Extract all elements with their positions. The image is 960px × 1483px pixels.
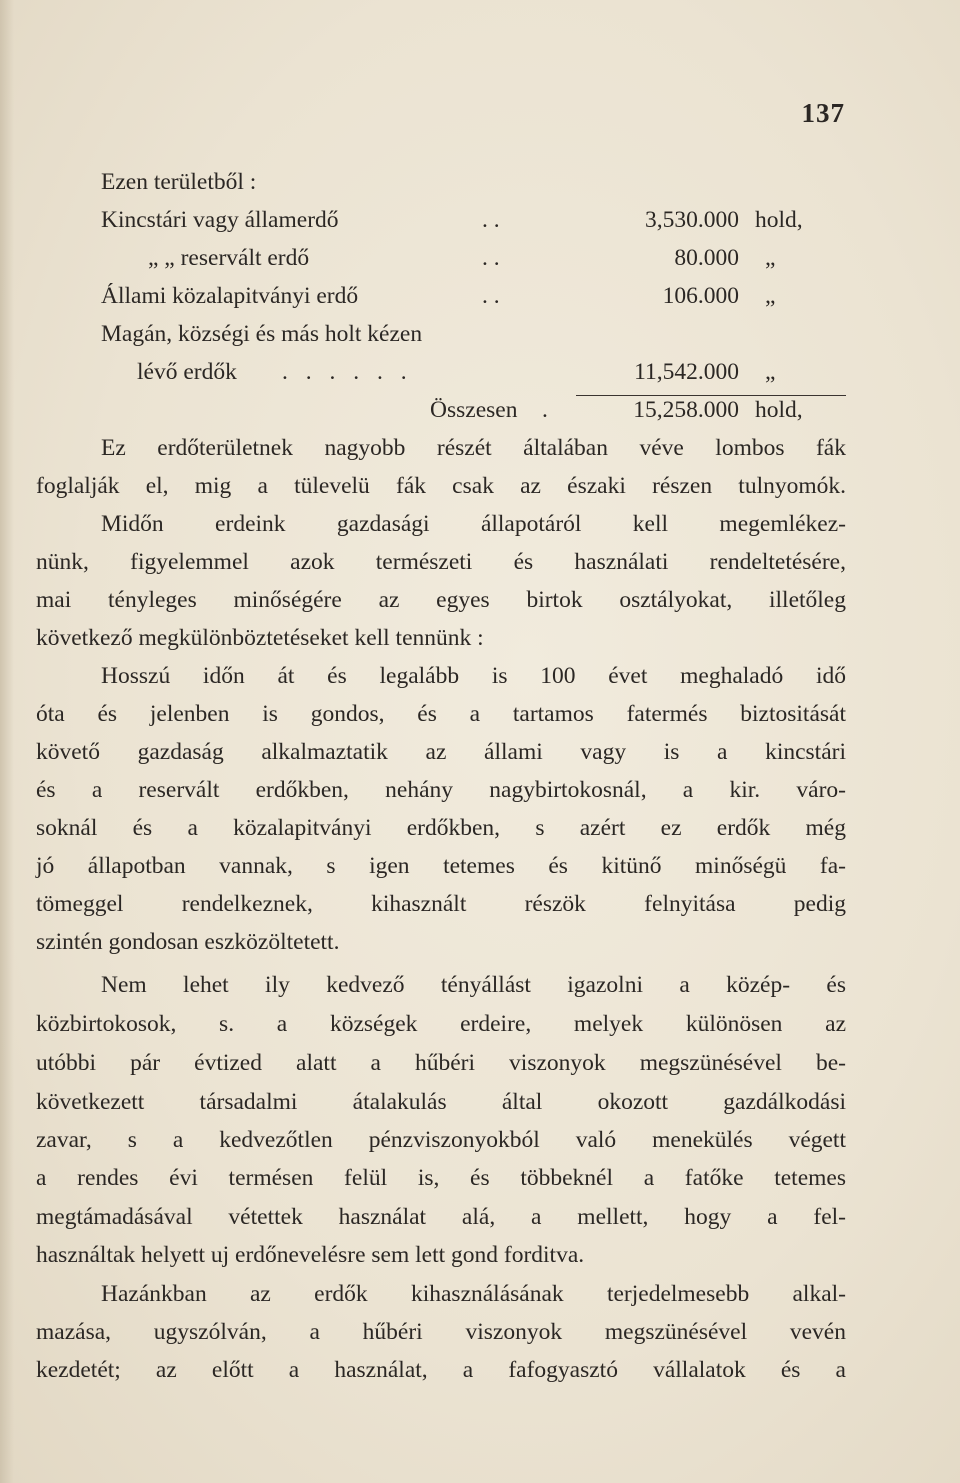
page-number: 137: [801, 98, 845, 128]
text-line: követő gazdaság alkalmaztatik az állami vagy is a kincstári: [36, 739, 846, 765]
row-dots: . .: [482, 207, 500, 233]
total-dots: .: [542, 397, 548, 423]
table-row: [0, 201, 960, 239]
row-unit: „: [765, 283, 776, 309]
heading-text: Ezen területből :: [101, 169, 257, 195]
text-line: utóbbi pár évtized alatt a hűbéri viszonyok megszünésével be-: [36, 1050, 846, 1076]
total-unit: hold,: [755, 397, 803, 423]
row-value: 11,542.000: [634, 359, 739, 385]
text-line: Midőn erdeink gazdasági állapotáról kell megemlékez-: [101, 511, 846, 537]
text-line: szintén gondosan eszközöltetett.: [36, 929, 340, 955]
row-value: 80.000: [674, 245, 739, 271]
row-label: „ „ reservált erdő: [148, 245, 310, 271]
section-heading: [0, 163, 960, 201]
table-row: [0, 277, 960, 315]
row-unit: „: [765, 245, 776, 271]
text-line: óta és jelenben is gondos, és a tartamos fatermés biztositását: [36, 701, 846, 727]
text-line: tömeggel rendelkeznek, kihasznált részök felnyitása pedig: [36, 891, 846, 917]
text-line: a rendes évi termésen felül is, és többeknél a fatőke tetemes: [36, 1165, 846, 1191]
total-label: Összesen: [430, 397, 518, 423]
row-label: Magán, községi és más holt kézen: [101, 321, 423, 347]
table-row: [0, 353, 960, 391]
text-line: Ez erdőterületnek nagyobb részét általában véve lombos fák: [101, 435, 846, 461]
text-line: következő megkülönböztetéseket kell tennünk :: [36, 625, 484, 651]
text-line: Hazánkban az erdők kihasználásának terjedelmesebb alkal-: [101, 1281, 846, 1307]
total-value: 15,258.000: [633, 397, 739, 423]
text-line: következett társadalmi átalakulás által okozott gazdálkodási: [36, 1089, 846, 1115]
table-row: [0, 239, 960, 277]
text-line: Nem lehet ily kedvező tényállást igazolni a közép- és: [101, 972, 846, 998]
table-total-row: [0, 391, 960, 429]
text-line: jó állapotban vannak, s igen tetemes és kitünő minőségü fa-: [36, 853, 846, 879]
table-row: [0, 315, 960, 353]
row-dots: . . . . . .: [282, 359, 413, 385]
row-unit: hold,: [755, 207, 803, 233]
row-unit: „: [765, 359, 776, 385]
text-line: foglalják el, mig a tülevelü fák csak az északi részen tulnyomók.: [36, 473, 846, 499]
text-line: zavar, s a kedvezőtlen pénzviszonyokból való menekülés végett: [36, 1127, 846, 1153]
row-value: 106.000: [662, 283, 739, 309]
row-label: Kincstári vagy államerdő: [101, 207, 339, 233]
text-line: kezdetét; az előtt a használat, a fafogyasztó vállalatok és a: [36, 1357, 846, 1383]
text-line: közbirtokosok, s. a községek erdeire, melyek különösen az: [36, 1011, 846, 1037]
row-label: Állami közalapitványi erdő: [101, 283, 359, 309]
text-line: megtámadásával vétettek használat alá, a mellett, hogy a fel-: [36, 1204, 846, 1230]
row-label: lévő erdők: [137, 359, 237, 385]
text-line: és a reservált erdőkben, nehány nagybirtokosnál, a kir. váro-: [36, 777, 846, 803]
row-dots: . .: [482, 245, 500, 271]
text-line: mai tényleges minőségére az egyes birtok osztályokat, illetőleg: [36, 587, 846, 613]
text-line: soknál és a közalapitványi erdőkben, s azért ez erdők még: [36, 815, 846, 841]
text-line: használtak helyett uj erdőnevelésre sem lett gond forditva.: [36, 1242, 585, 1268]
row-value: 3,530.000: [645, 207, 739, 233]
text-line: mazása, ugyszólván, a hűbéri viszonyok megszünésével vevén: [36, 1319, 846, 1345]
text-line: Hosszú időn át és legalább is 100 évet meghaladó idő: [101, 663, 846, 689]
text-line: nünk, figyelemmel azok természeti és használati rendeltetésére,: [36, 549, 846, 575]
row-dots: . .: [482, 283, 500, 309]
